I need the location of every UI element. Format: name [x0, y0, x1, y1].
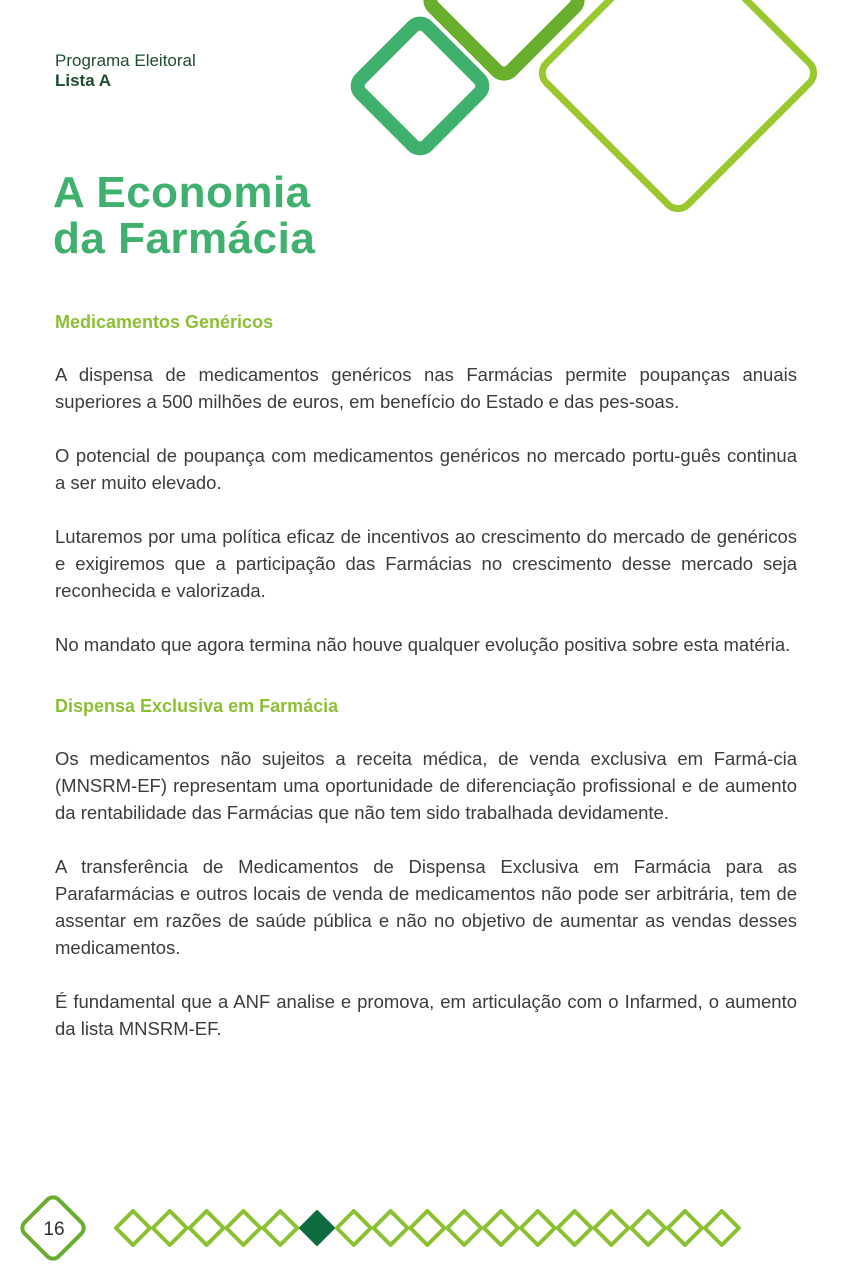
title-line-2: da Farmácia: [53, 214, 316, 263]
page-marker: [484, 1211, 518, 1245]
page-marker: [153, 1211, 187, 1245]
section-heading: Dispensa Exclusiva em Farmácia: [55, 696, 339, 716]
program-label: Programa Eleitoral: [55, 51, 196, 70]
page-number: 16: [43, 1219, 65, 1240]
active-page-marker: [300, 1211, 334, 1245]
title-line-1: A Economia: [53, 168, 311, 217]
page-marker: [558, 1211, 592, 1245]
page-marker: [631, 1211, 665, 1245]
page-marker: [337, 1211, 371, 1245]
page-marker: [410, 1211, 444, 1245]
paragraph: No mandato que agora termina não houve qualquer evolução positiva sobre esta matéria.: [55, 634, 791, 655]
page-marker: [594, 1211, 628, 1245]
section-heading: Medicamentos Genéricos: [55, 312, 274, 332]
page-title: [53, 170, 315, 262]
paragraph: A transferência de Medicamentos de Dispensa Exclusiva em Farmácia para as Parafarmácias e outros locais de venda de medicamentos não pode ser arbitrária, tem de assentar em razões de saúde pública e não no objetivo de aumentar as vendas desses medicamentos.: [55, 856, 797, 958]
page-marker: [447, 1211, 481, 1245]
page-marker: [668, 1211, 702, 1245]
diamond-top-shape: [426, 0, 582, 78]
page-marker: [374, 1211, 408, 1245]
page-marker: [263, 1211, 297, 1245]
main-content: [55, 310, 797, 1069]
document-header: [55, 51, 196, 91]
diamond-large-shape: [537, 0, 820, 214]
page-marker: [190, 1211, 224, 1245]
page-navigation-markers: [0, 1190, 850, 1270]
paragraph: Lutaremos por uma política eficaz de incentivos ao crescimento do mercado de genéricos e exigiremos que a participação das Farmácias no crescimento desse mercado seja reconhecida e valorizada.: [55, 526, 797, 601]
paragraph: Os medicamentos não sujeitos a receita médica, de venda exclusiva em Farmá-cia (MNSRM-EF) representam uma oportunidade de diferenciação profissional e de aumento da rentabilidade das Farmácias que não tem sido trabalhada devidamente.: [55, 748, 797, 823]
paragraph: A dispensa de medicamentos genéricos nas Farmácias permite poupanças anuais superiores a 500 milhões de euros, em benefício do Estado e das pes-soas.: [55, 364, 797, 412]
page-marker: [705, 1211, 739, 1245]
page-marker: [521, 1211, 555, 1245]
page-marker: [116, 1211, 150, 1245]
section-exclusive-dispensing: [55, 694, 797, 1042]
list-label: Lista A: [55, 71, 112, 90]
section-generic-medicines: [55, 310, 797, 658]
page-marker: [226, 1211, 260, 1245]
paragraph: É fundamental que a ANF analise e promova, em articulação com o Infarmed, o aumento da lista MNSRM-EF.: [55, 991, 797, 1039]
paragraph: O potencial de poupança com medicamentos genéricos no mercado portu-guês continua a ser muito elevado.: [55, 445, 797, 493]
